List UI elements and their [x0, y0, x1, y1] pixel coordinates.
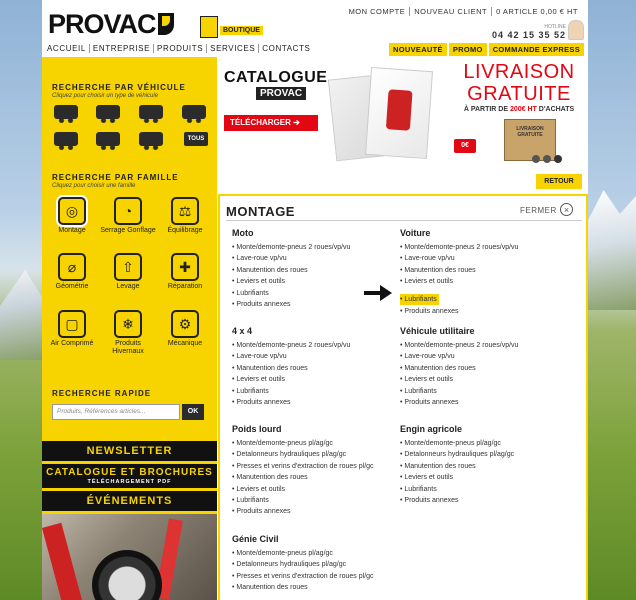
snow-tire-icon: ❄ [114, 310, 142, 338]
family-montage[interactable]: ◎ Montage [44, 197, 100, 235]
group-vehicule-utilitaire [400, 326, 518, 408]
list-item[interactable]: • Leviers et outils [400, 276, 518, 287]
close-label[interactable]: FERMER [520, 206, 557, 215]
family-geometrie[interactable]: ⌀ Géométrie [44, 253, 100, 291]
list-item[interactable]: • Detalonneurs hydrauliques pl/ag/gc [232, 559, 374, 570]
group-heading: Véhicule utilitaire [400, 326, 475, 336]
free-delivery-title: LIVRAISON GRATUITE [463, 61, 575, 105]
alignment-icon: ⌀ [58, 253, 86, 281]
list-item[interactable]: • Lave-roue vp/vu [400, 253, 518, 264]
cart-link[interactable]: 0 ARTICLE 0,00 € HT [491, 7, 582, 16]
promo-banner [218, 57, 588, 165]
list-item[interactable]: • Lave-roue vp/vu [400, 351, 518, 362]
list-item[interactable]: • Monte/demonte-pneus 2 roues/vp/vu [232, 242, 350, 253]
list-item[interactable]: • Monte/demonte-pneus pl/ag/gc [400, 438, 514, 449]
nav-accueil[interactable]: ACCUEIL [47, 44, 86, 53]
group-voiture [400, 228, 518, 317]
list-item[interactable]: • Manutention des roues [232, 363, 350, 374]
air-compressor-icon: ▢ [58, 310, 86, 338]
group-genie-civil [232, 534, 374, 594]
list-item[interactable]: • Detalonneurs hydrauliques pl/ag/gc [232, 449, 374, 460]
nav-services[interactable]: SERVICES [206, 44, 258, 53]
montage-panel [218, 194, 588, 600]
group-heading: 4 x 4 [232, 326, 253, 336]
wrench-icon: ⚙ [171, 310, 199, 338]
truck-icon[interactable] [54, 132, 78, 146]
group-heading: Engin agricole [400, 424, 463, 434]
nav-commande-express[interactable]: COMMANDE EXPRESS [489, 43, 584, 56]
pressure-gauge-icon: ◔ [114, 197, 142, 225]
list-item[interactable]: • Lubrifiants [400, 386, 518, 397]
header [42, 0, 588, 56]
list-item[interactable]: • Lave-roue vp/vu [232, 351, 350, 362]
search-ok-button[interactable]: OK [182, 404, 204, 420]
list-item[interactable]: • Lubrifiants [232, 288, 350, 299]
list-item[interactable]: • Presses et verins d'extraction de roues pl/gc [232, 571, 374, 582]
yellow-nav [387, 43, 584, 56]
catalogue-title: CATALOGUE [224, 69, 328, 86]
list-item[interactable]: • Manutention des roues [400, 265, 518, 276]
panel-title: MONTAGE [226, 204, 295, 219]
list-item[interactable]: • Monte/demonte-pneus pl/ag/gc [232, 548, 374, 559]
group-4x4 [232, 326, 350, 408]
hotline-number: 04 42 15 35 52 [491, 30, 566, 40]
family-levage[interactable]: ⇧ Levage [100, 253, 156, 291]
free-delivery-subtitle: À PARTIR DE 200€ HT D'ACHATS [463, 106, 575, 113]
list-item[interactable]: • Produits annexes [400, 397, 518, 408]
carousel-dot[interactable] [543, 155, 551, 163]
group-heading: Poids lourd [232, 424, 282, 434]
list-item[interactable]: • Produits annexes [232, 506, 374, 517]
list-item[interactable]: • Monte/demonte-pneus 2 roues/vp/vu [400, 340, 518, 351]
provac-logo[interactable]: PROVAC [48, 8, 198, 40]
suv-icon[interactable] [139, 105, 163, 119]
top-links [345, 7, 582, 16]
quick-search-title: RECHERCHE RAPIDE [52, 389, 152, 398]
list-item[interactable]: • Produits annexes [232, 397, 350, 408]
nav-nouveaute[interactable]: NOUVEAUTÉ [389, 43, 447, 56]
list-item[interactable]: • Leviers et outils [400, 472, 514, 483]
family-serrage-gonflage[interactable]: ◔ Serrage Gonflage [100, 197, 156, 235]
repair-icon: ✚ [171, 253, 199, 281]
family-search-subtitle: Cliquez pour choisir une famille [52, 183, 136, 189]
divider [226, 220, 582, 221]
delivery-box-image: LIVRAISON GRATUITE [504, 119, 556, 161]
group-poids-lourd [232, 424, 374, 518]
shopping-bag-icon [200, 16, 218, 38]
list-item[interactable]: • Lubrifiants [232, 495, 374, 506]
list-item[interactable]: • Leviers et outils [232, 484, 374, 495]
list-item[interactable]: • Monte/demonte-pneus 2 roues/vp/vu [232, 340, 350, 351]
vehicle-search-subtitle: Cliquez pour choisir un type de véhicule [52, 93, 159, 99]
tire-icon: ◎ [58, 197, 86, 225]
nav-promo[interactable]: PROMO [449, 43, 487, 56]
catalogue-cover-image[interactable] [365, 67, 433, 159]
list-item[interactable]: • Lave-roue vp/vu [232, 253, 350, 264]
main-nav [47, 44, 314, 53]
list-item[interactable]: • Leviers et outils [232, 276, 350, 287]
group-heading: Génie Civil [232, 534, 279, 544]
list-item-highlighted[interactable]: • Lubrifiants [400, 294, 439, 305]
boutique-label[interactable]: BOUTIQUE [220, 26, 263, 35]
events-photo[interactable] [42, 514, 217, 600]
page [42, 0, 588, 600]
list-item[interactable]: • Produits annexes [400, 306, 518, 317]
list-item[interactable]: • Manutention des roues [400, 461, 514, 472]
list-item[interactable]: • Leviers et outils [400, 374, 518, 385]
catalogue-brochures-button[interactable] [42, 464, 217, 488]
catalogue-brochures-label: CATALOGUE ET BROCHURES [46, 467, 213, 478]
family-search-title: RECHERCHE PAR FAMILLE [52, 173, 179, 182]
group-engin-agricole [400, 424, 514, 506]
newsletter-button[interactable]: NEWSLETTER [42, 441, 217, 461]
arrow-right-icon: ➔ [293, 118, 300, 127]
group-heading: Voiture [400, 228, 431, 238]
list-item[interactable]: • Produits annexes [400, 495, 514, 506]
van-icon[interactable] [182, 105, 206, 119]
catalogue-pdf-label: TÉLÉCHARGEMENT PDF [87, 479, 172, 485]
close-icon[interactable]: × [560, 203, 573, 216]
download-catalogue-button[interactable]: TÉLÉCHARGER ➔ [224, 115, 318, 131]
nav-produits[interactable]: PRODUITS [153, 44, 206, 53]
carousel-dot[interactable] [554, 155, 562, 163]
list-item[interactable]: • Leviers et outils [232, 374, 350, 385]
tractor-icon[interactable] [96, 132, 120, 146]
list-item[interactable]: • Produits annexes [232, 299, 350, 310]
back-button[interactable]: RETOUR [536, 174, 582, 189]
vehicle-all-button[interactable]: TOUS [184, 132, 208, 146]
list-item[interactable]: • Manutention des roues [232, 582, 374, 593]
family-reparation[interactable]: ✚ Réparation [157, 253, 213, 291]
car-icon[interactable] [96, 105, 120, 119]
family-mecanique[interactable]: ⚙ Mécanique [157, 310, 213, 348]
family-produits-hivernaux[interactable]: ❄ Produits Hivernaux [100, 310, 156, 356]
hotline-avatar [568, 20, 584, 40]
list-item[interactable]: • Manutention des roues [232, 265, 350, 276]
motorcycle-icon[interactable] [54, 105, 78, 119]
family-equilibrage[interactable]: ⚖ Équilibrage [157, 197, 213, 235]
group-heading: Moto [232, 228, 254, 238]
list-item[interactable]: • Presses et verins d'extraction de roues pl/gc [232, 461, 374, 472]
construction-icon[interactable] [139, 132, 163, 146]
search-input[interactable]: Produits, Références articles... [52, 404, 180, 420]
list-item[interactable]: • Monte/demonte-pneus 2 roues/vp/vu [400, 242, 518, 253]
nav-entreprise[interactable]: ENTREPRISE [89, 44, 153, 53]
lift-icon: ⇧ [114, 253, 142, 281]
balance-icon: ⚖ [171, 197, 199, 225]
family-air-comprime[interactable]: ▢ Air Comprimé [44, 310, 100, 348]
list-item[interactable]: • Lubrifiants [400, 484, 514, 495]
carousel-dot[interactable] [532, 155, 540, 163]
group-moto [232, 228, 350, 310]
new-client-link[interactable]: NOUVEAU CLIENT [409, 7, 491, 16]
zero-euro-badge: 0€ [454, 139, 476, 153]
hotline [492, 24, 566, 40]
carousel-dots [532, 155, 562, 163]
nav-contacts[interactable]: CONTACTS [258, 44, 313, 53]
events-button[interactable]: ÉVÉNEMENTS [42, 491, 217, 511]
list-item[interactable]: • Lubrifiants [232, 386, 350, 397]
list-item[interactable]: • Manutention des roues [400, 363, 518, 374]
list-item[interactable]: • Manutention des roues [232, 472, 374, 483]
hotline-label: HOTLINE [544, 24, 566, 30]
catalogue-brand: PROVAC [256, 87, 306, 100]
list-item[interactable]: • Detalonneurs hydrauliques pl/ag/gc [400, 449, 514, 460]
list-item[interactable]: • Monte/demonte-pneus pl/ag/gc [232, 438, 374, 449]
arrow-right-icon [364, 284, 392, 302]
account-link[interactable]: MON COMPTE [348, 7, 406, 16]
vehicle-search-title: RECHERCHE PAR VÉHICULE [52, 83, 186, 92]
